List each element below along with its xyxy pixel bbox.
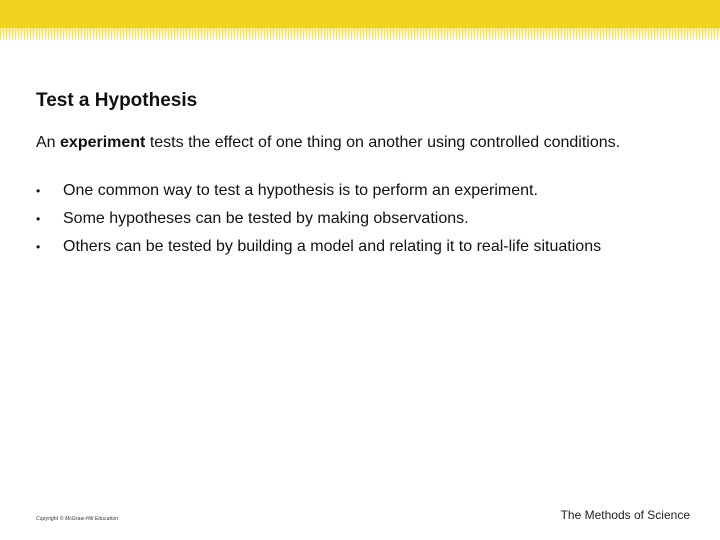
bullet-text: Others can be tested by building a model and relating it to real-life situations xyxy=(63,238,602,255)
bullet-item xyxy=(36,236,636,258)
bullet-marker: • xyxy=(36,240,41,254)
bullet-list xyxy=(36,180,636,264)
bullet-text: One common way to test a hypothesis is to perform an experiment. xyxy=(63,182,538,199)
footer-chapter-title: The Methods of Science xyxy=(560,508,690,522)
top-accent-fade xyxy=(0,28,720,40)
intro-bold-term: experiment xyxy=(60,134,146,151)
bullet-item xyxy=(36,208,636,230)
intro-paragraph xyxy=(36,132,636,154)
top-accent-band xyxy=(0,0,720,28)
bullet-marker: • xyxy=(36,212,41,226)
copyright-notice: Copyright © McGraw-Hill Education xyxy=(36,516,119,522)
slide-title: Test a Hypothesis xyxy=(36,90,198,111)
bullet-marker: • xyxy=(36,184,41,198)
bullet-text: Some hypotheses can be tested by making observations. xyxy=(63,210,469,227)
intro-text-before: An xyxy=(36,134,61,151)
bullet-item xyxy=(36,180,636,202)
intro-text-after: tests the effect of one thing on another using controlled conditions. xyxy=(145,134,621,151)
